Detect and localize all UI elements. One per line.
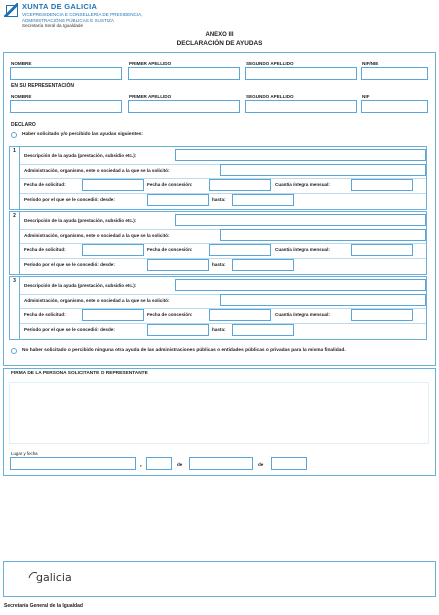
periodo-desde-field-1[interactable] (147, 194, 209, 206)
block-number: 3 (10, 277, 20, 339)
header-dept-line2: ADMINISTRACIÓNS PÚBLICAS E XUSTIZA (22, 17, 114, 23)
lugar-fecha-label: Lugar y fecha (11, 451, 38, 456)
label-fecha-solicitud: Fecha de solicitud: (24, 182, 66, 187)
galicia-logo-icon (28, 567, 88, 585)
descripcion-field-2[interactable] (175, 214, 426, 226)
label-descripcion: Descripción de la ayuda (prestación, subsidio etc.): (24, 153, 137, 158)
form-title: DECLARACIÓN DE AYUDAS (176, 40, 263, 47)
fecha-concesion-field-1[interactable] (209, 179, 271, 191)
block-divider (20, 258, 426, 259)
declaro-section: DECLARO (11, 122, 36, 128)
fecha-concesion-field-3[interactable] (209, 309, 271, 321)
fecha-concesion-field-2[interactable] (209, 244, 271, 256)
administracion-field-1[interactable] (220, 164, 426, 176)
periodo-hasta-field-2[interactable] (232, 259, 294, 271)
periodo-hasta-field-1[interactable] (232, 194, 294, 206)
label-fecha-concesion: Fecha de concesión: (147, 247, 193, 252)
label-administracion: Administración, organismo, ente o sociedad a la que se la solicitó: (24, 298, 170, 303)
label-hasta: hasta: (212, 197, 226, 202)
label-nombre: NOMBRE (11, 61, 32, 66)
xunta-header (4, 2, 204, 32)
label-rep-segundo-apellido: SEGUNDO APELLIDO (246, 94, 294, 99)
dia-field[interactable] (146, 457, 172, 470)
periodo-desde-field-3[interactable] (147, 324, 209, 336)
de-label-2: de (258, 462, 264, 467)
label-cuantia: Cuantía íntegra mensual: (275, 247, 330, 252)
signature-area[interactable] (9, 382, 429, 444)
label-rep-nombre: NOMBRE (11, 94, 32, 99)
option-yes-text: Haber solicitado y/o percibido las ayudas siguientes: (22, 132, 144, 137)
administracion-field-3[interactable] (220, 294, 426, 306)
label-hasta: hasta: (212, 327, 226, 332)
label-rep-nif: NIF (362, 94, 370, 99)
label-administracion: Administración, organismo, ente o sociedad a la que se la solicitó: (24, 168, 170, 173)
periodo-hasta-field-3[interactable] (232, 324, 294, 336)
descripcion-field-3[interactable] (175, 279, 426, 291)
comma-separator: , (140, 462, 142, 468)
block-divider (20, 193, 426, 194)
rep-primer-apellido-field[interactable] (128, 100, 240, 113)
de-label-1: de (177, 462, 183, 467)
periodo-desde-field-2[interactable] (147, 259, 209, 271)
header-dept-line3: Secretaría Xeral da Igualdade (22, 23, 84, 28)
label-periodo: Período por el que se le concedió: desde: (24, 197, 115, 202)
label-periodo: Período por el que se le concedió: desde: (24, 327, 115, 332)
label-descripcion: Descripción de la ayuda (prestación, subsidio etc.): (24, 218, 137, 223)
cuantia-field-1[interactable] (351, 179, 413, 191)
mes-field[interactable] (189, 457, 253, 470)
label-cuantia: Cuantía íntegra mensual: (275, 312, 330, 317)
label-nif-nie: NIF/NIE (362, 61, 379, 66)
header-dept-line1: VICEPRESIDENCIA E CONSELLERÍA DE PRESIDENCIA, (22, 12, 143, 17)
signature-title: FIRMA DE LA PERSONA SOLICITANTE O REPRESENTANTE (11, 371, 148, 376)
label-fecha-concesion: Fecha de concesión: (147, 312, 193, 317)
xunta-logo-icon (4, 3, 18, 17)
galicia-logo-text: galicia (36, 571, 72, 584)
label-fecha-solicitud: Fecha de solicitud: (24, 312, 66, 317)
option-no-text: No haber solicitado o percibido ninguna otra ayuda de las administraciones públicas o entidades públicas o privadas para la misma finalidad. (22, 348, 346, 353)
fecha-solicitud-field-1[interactable] (82, 179, 144, 191)
label-fecha-solicitud: Fecha de solicitud: (24, 247, 66, 252)
cuantia-field-3[interactable] (351, 309, 413, 321)
radio-ayudas-no[interactable] (11, 348, 17, 354)
radio-ayudas-si[interactable] (11, 132, 17, 138)
primer-apellido-field[interactable] (128, 67, 240, 80)
label-hasta: hasta: (212, 262, 226, 267)
lugar-field[interactable] (10, 457, 136, 470)
block-number: 1 (10, 147, 20, 209)
block-number: 2 (10, 212, 20, 274)
anexo-label: ANEXO III (205, 32, 234, 38)
label-cuantia: Cuantía íntegra mensual: (275, 182, 330, 187)
administracion-field-2[interactable] (220, 229, 426, 241)
footer-org: Secretaría General de la Igualdad (4, 603, 83, 609)
label-rep-primer-apellido: PRIMER APELLIDO (129, 94, 172, 99)
block-divider (20, 323, 426, 324)
segundo-apellido-field[interactable] (245, 67, 357, 80)
label-descripcion: Descripción de la ayuda (prestación, subsidio etc.): (24, 283, 137, 288)
nif-nie-field[interactable] (361, 67, 428, 80)
fecha-solicitud-field-3[interactable] (82, 309, 144, 321)
descripcion-field-1[interactable] (175, 149, 426, 161)
xunta-brand: XUNTA DE GALICIA (22, 2, 98, 11)
label-periodo: Período por el que se le concedió: desde: (24, 262, 115, 267)
label-primer-apellido: PRIMER APELLIDO (129, 61, 172, 66)
label-administracion: Administración, organismo, ente o sociedad a la que se la solicitó: (24, 233, 170, 238)
cuantia-field-2[interactable] (351, 244, 413, 256)
label-fecha-concesion: Fecha de concesión: (147, 182, 193, 187)
rep-nif-field[interactable] (361, 100, 428, 113)
label-segundo-apellido: SEGUNDO APELLIDO (246, 61, 294, 66)
rep-segundo-apellido-field[interactable] (245, 100, 357, 113)
rep-nombre-field[interactable] (10, 100, 122, 113)
ano-field[interactable] (271, 457, 307, 470)
fecha-solicitud-field-2[interactable] (82, 244, 144, 256)
nombre-field[interactable] (10, 67, 122, 80)
representacion-section: EN SU REPRESENTACIÓN (11, 83, 74, 89)
